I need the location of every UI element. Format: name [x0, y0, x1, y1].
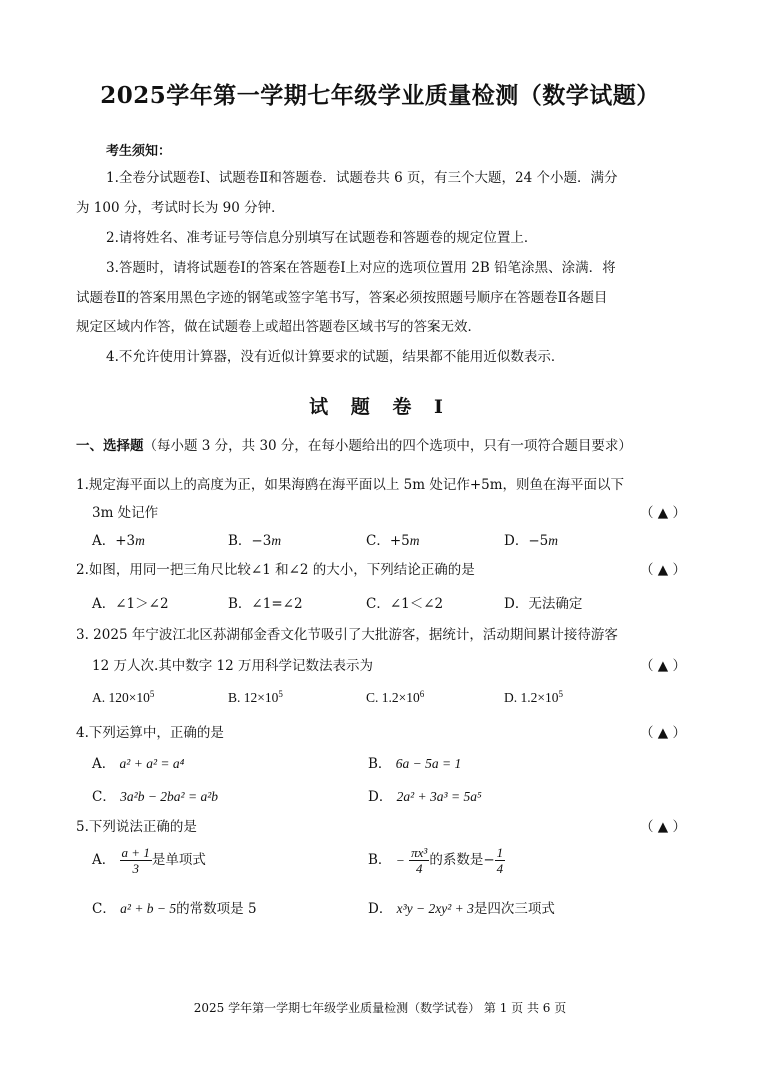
q4-option-b: B． 6a − 5a = 1 — [368, 756, 462, 772]
q2-option-d: D．无法确定 — [504, 596, 583, 612]
q2-option-c: C．∠1＜∠2 — [366, 596, 444, 612]
question-4-stem: 4.下列运算中，正确的是 — [76, 725, 224, 741]
q2-option-b: B．∠1=∠2 — [228, 596, 303, 612]
q1-option-a: A．+3m — [92, 533, 145, 549]
question-5-stem: 5.下列说法正确的是 — [76, 819, 197, 835]
notice-line: 4.不允许使用计算器，没有近似计算要求的试题，结果都不能用近似数表示． — [106, 349, 565, 365]
q1-option-c: C．+5m — [366, 533, 420, 549]
page-title: 2025学年第一学期七年级学业质量检测（数学试题） — [100, 82, 660, 109]
q3-option-d: D. $1.2\times 10^5$ — [504, 689, 563, 705]
notice-line: 2.请将姓名、准考证号等信息分别填写在试题卷和答题卷的规定位置上． — [106, 230, 538, 246]
q5-option-a: A． $\frac{a + 1}{3}$ 是单项式 — [92, 845, 206, 876]
answer-mark: （ ▲ ） — [640, 505, 686, 521]
answer-mark: （ ▲ ） — [640, 658, 686, 674]
section-heading — [76, 440, 632, 454]
page-footer: 2025 学年第一学期七年级学业质量检测（数学试卷） 第 1 页 共 6 页 — [193, 1001, 567, 1015]
q5-option-d: D． x³y − 2xy² + 3是四次三项式 — [368, 901, 555, 917]
answer-mark: （ ▲ ） — [640, 725, 686, 741]
q4-option-a: A． a² + a² = a⁴ — [92, 756, 185, 772]
q3-option-c: C. $1.2\times 10^6$ — [366, 689, 425, 705]
q4-option-c: C． 3a²b − 2ba² = a²b — [92, 789, 219, 805]
section-title: 试 题 卷 Ⅰ — [309, 396, 451, 418]
question-2-stem: 2.如图，用同一把三角尺比较∠1 和∠2 的大小，下列结论正确的是 — [76, 562, 475, 578]
notice-heading: 考生须知： — [106, 144, 172, 159]
q1-option-d: D．−5m — [504, 533, 558, 549]
question-1-stem-cont: 3m 处记作 — [92, 505, 159, 521]
section-heading-rest: （每小题 3 分，共 30 分，在每小题给出的四个选项中，只有一项符合题目要求） — [143, 438, 632, 454]
notice-line: 规定区域内作答，做在试题卷上或超出答题卷区域书写的答案无效． — [76, 319, 481, 335]
section-heading-bold: 一、选择题 — [76, 438, 144, 454]
q5-option-b: B． − $\frac{\text{πx³}}{4}$ 的系数是− $\frac{1}{4}$ — [368, 845, 504, 876]
q4-option-d: D． 2a² + 3a³ = 5a⁵ — [368, 789, 482, 805]
q1-option-b: B．−3m — [228, 533, 282, 549]
answer-mark: （ ▲ ） — [640, 562, 686, 578]
notice-line: 1.全卷分试题卷Ⅰ、试题卷Ⅱ和答题卷．试题卷共 6 页，有三个大题，24 个小题．满分 — [106, 170, 618, 186]
question-1-stem: 1.规定海平面以上的高度为正，如果海鸥在海平面以上 5m 处记作+5m，则鱼在海平面以下 — [76, 477, 625, 493]
notice-line: 3.答题时，请将试题卷Ⅰ的答案在答题卷Ⅰ上对应的选项位置用 2B 铅笔涂黑、涂满．将 — [106, 260, 616, 276]
question-3-stem-cont: 12 万人次.其中数字 12 万用科学记数法表示为 — [92, 658, 374, 674]
q3-option-a: A. $120\times 10^5$ — [92, 689, 155, 705]
answer-mark: （ ▲ ） — [640, 819, 686, 835]
notice-line: 试题卷Ⅱ的答案用黑色字迹的钢笔或签字笔书写，答案必须按照题号顺序在答题卷Ⅱ各题目 — [76, 290, 608, 306]
q5-option-c: C． a² + b − 5的常数项是 5 — [92, 901, 257, 917]
q2-option-a: A．∠1＞∠2 — [92, 596, 169, 612]
q3-option-b: B. $12\times 10^5$ — [228, 689, 283, 705]
notice-line: 为 100 分，考试时长为 90 分钟． — [76, 200, 285, 216]
question-3-stem: 3. 2025 年宁波江北区荪湖郁金香文化节吸引了大批游客，据统计，活动期间累计接待游客 — [76, 627, 618, 643]
